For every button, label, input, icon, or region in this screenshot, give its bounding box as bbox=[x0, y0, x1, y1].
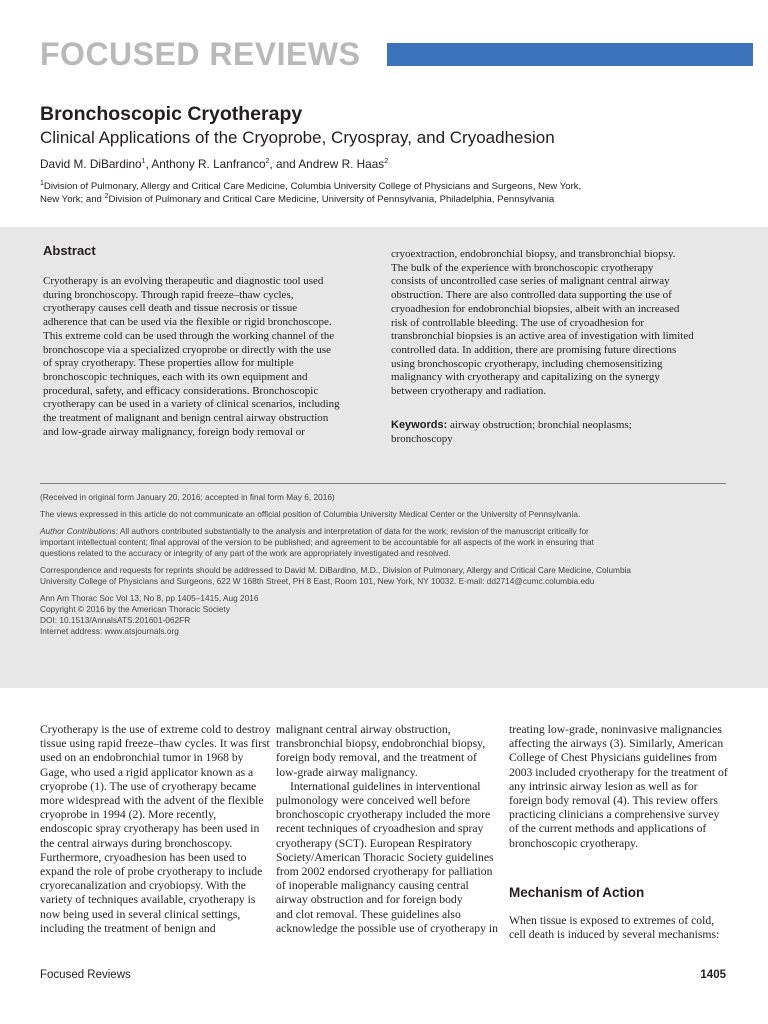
disclaimer-note: The views expressed in this article do not communicate an official position of Columbia University Medical Center or the University of Pennsylvania. bbox=[40, 509, 581, 519]
body-line: from 2002 endorsed cryotherapy for palliation bbox=[276, 865, 493, 879]
body-line: practicing clinicians a comprehensive survey bbox=[509, 808, 720, 822]
body-column-3 bbox=[509, 723, 729, 851]
abstract-line: risk of controllable bleeding. The use of cryoadhesion for bbox=[391, 316, 645, 329]
abstract-line: procedural, safety, and efficacy considerations. Bronchoscopic bbox=[43, 384, 319, 397]
body-line: acknowledge the possible use of cryotherapy in bbox=[276, 921, 498, 935]
body-line: low-grade airway malignancy. bbox=[276, 765, 418, 779]
divider bbox=[40, 483, 726, 484]
abstract-line: This extreme cold can be used through the working channel of the bbox=[43, 329, 335, 342]
affiliation-mark: 1 bbox=[40, 179, 44, 187]
abstract-line: and low-grade airway malignancy, foreign body removal or bbox=[43, 425, 305, 438]
body-line: International guidelines in interventional bbox=[290, 779, 481, 793]
section-heading: Mechanism of Action bbox=[509, 885, 645, 900]
body-line: foreign body removal, and the treatment of bbox=[276, 751, 477, 765]
body-line: When tissue is exposed to extremes of cold, bbox=[509, 914, 715, 927]
page-number: 1405 bbox=[700, 969, 726, 981]
abstract-line: bronchoscopic techniques, each with its own equipment and bbox=[43, 370, 308, 383]
footer-section-label: Focused Reviews bbox=[40, 969, 131, 981]
body-line: cryoprobe in 1994 (2). More recently, bbox=[40, 808, 217, 822]
affiliation-mark: 2 bbox=[104, 192, 109, 200]
abstract-line: Cryotherapy is an evolving therapeutic and diagnostic tool used bbox=[43, 275, 324, 287]
abstract-line: obstruction. There are also controlled data supporting the use of bbox=[391, 289, 672, 302]
doi-line: DOI: 10.1513/AnnalsATS.201601-062FR bbox=[40, 615, 191, 625]
section-label: FOCUSED REVIEWS bbox=[40, 36, 361, 72]
body-line: 2003 included cryotherapy for the treatment of bbox=[509, 765, 728, 779]
author-list bbox=[40, 156, 740, 172]
body-line: now being used in several clinical settings, bbox=[40, 907, 241, 921]
body-line: endoscopic spray cryotherapy has been used in bbox=[40, 822, 260, 836]
abstract-line: between cryotherapy and radiation. bbox=[391, 385, 547, 398]
body-line: bronchoscopic cryotherapy included the more bbox=[276, 808, 491, 822]
copyright-line: Copyright © 2016 by the American Thoracic Society bbox=[40, 604, 230, 614]
abstract-heading: Abstract bbox=[43, 243, 96, 258]
body-line: cryotherapy (SCT). European Respiratory bbox=[276, 836, 473, 850]
body-column-2 bbox=[276, 723, 496, 936]
keywords-text: airway obstruction; bronchial neoplasms; bbox=[450, 419, 632, 431]
body-column-1 bbox=[40, 723, 271, 936]
abstract-line: of spray cryotherapy. These properties allow for multiple bbox=[43, 357, 294, 370]
body-line: cryoprobe (1). The use of cryotherapy became bbox=[40, 779, 257, 793]
abstract-line: cryoextraction, endobronchial biopsy, and transbronchial biopsy. bbox=[391, 248, 676, 260]
article-subtitle: Clinical Applications of the Cryoprobe, Cryospray, and Cryoadhesion bbox=[40, 128, 555, 147]
abstract-line: consists of uncontrolled case series of malignant central airway bbox=[391, 275, 670, 288]
body-line: Society/American Thoracic Society guidelines bbox=[276, 850, 494, 864]
body-line: treating low-grade, noninvasive malignancies bbox=[509, 723, 722, 736]
author-affiliation-mark: 1 bbox=[141, 158, 146, 166]
header-accent-bar bbox=[387, 43, 753, 66]
body-line: cryorecanalization and cryobiopsy. With the bbox=[40, 879, 246, 893]
body-line: transbronchial biopsy, endobronchial biopsy, bbox=[276, 737, 486, 751]
abstract-line: bronchoscope via a specialized cryoprobe or directly with the use bbox=[43, 343, 332, 356]
keywords bbox=[391, 419, 731, 446]
body-line: including the treatment of benign and bbox=[40, 921, 216, 935]
abstract-line: transbronchial biopsies is an active area of investigation with limited bbox=[391, 330, 694, 343]
author-name: , and Andrew R. Haas bbox=[269, 157, 385, 171]
body-line: affecting the airways (3). Similarly, American bbox=[509, 737, 724, 751]
affiliation-text: Division of Pulmonary and Critical Care Medicine, University of Pennsylvania, Philadelphia, Pennsylvania bbox=[108, 193, 555, 205]
body-line: and clot removal. These guidelines also bbox=[276, 907, 461, 921]
abstract-line: cryotherapy causes cell death and tissue necrosis or tissue bbox=[43, 302, 298, 315]
abstract-line: cryotherapy can be used in a variety of clinical scenarios, including bbox=[43, 398, 340, 411]
contributions-text: All authors contributed substantially to the analysis and interpretation of data for the work; revision of the manuscript critically for bbox=[119, 526, 589, 536]
body-line: used on an endobronchial tumor in 1968 by bbox=[40, 751, 244, 765]
abstract-line: adherence that can be used via the flexible or rigid bronchoscope. bbox=[43, 316, 332, 329]
affiliation-line bbox=[40, 181, 720, 194]
contributions-text: questions related to the accuracy or integrity of any part of the work are appropriately investigated and resolved. bbox=[40, 548, 451, 558]
author-affiliation-mark: 2 bbox=[265, 158, 270, 166]
body-line: of the current methods and applications of bbox=[509, 822, 707, 836]
abstract-line: the treatment of malignant and benign central airway obstruction bbox=[43, 412, 329, 425]
correspondence-text: University College of Physicians and Surgeons, 622 W 168th Street, PH 8 East, Room 101, New York, NY 10032. E-mail: dd2714@cumc.columbia.edu bbox=[40, 576, 595, 586]
body-column-3-continued bbox=[509, 914, 734, 942]
affiliation-line bbox=[40, 194, 720, 207]
body-line: Gage, who used a rigid applicator known as a bbox=[40, 765, 254, 779]
body-line: foreign body removal (4). This review offers bbox=[509, 794, 718, 808]
body-line: variety of techniques available, cryotherapy is bbox=[40, 893, 256, 907]
correspondence-text: Correspondence and requests for reprints should be addressed to David M. DiBardino, M.D., Division of Pulmonary, Allergy and Critical Care Medicine, Columbia bbox=[40, 565, 632, 575]
article-notes bbox=[40, 492, 740, 637]
author-name: , Anthony R. Lanfranco bbox=[145, 157, 266, 171]
body-line: bronchoscopic cryotherapy. bbox=[509, 836, 639, 850]
keywords-text: bronchoscopy bbox=[391, 432, 453, 445]
affiliations bbox=[40, 181, 720, 206]
affiliation-text: Division of Pulmonary, Allergy and Critical Care Medicine, Columbia University College of Physicians and Surgeons, New York, bbox=[43, 181, 582, 192]
author-affiliation-mark: 2 bbox=[384, 158, 389, 166]
body-line: pulmonology were conceived well before bbox=[276, 794, 471, 808]
abstract-left-column bbox=[43, 275, 373, 439]
contributions-line bbox=[40, 526, 740, 537]
internet-address-line: Internet address: www.atsjournals.org bbox=[40, 626, 179, 636]
body-line: airway obstruction and for foreign body bbox=[276, 893, 463, 907]
body-line: Cryotherapy is the use of extreme cold to destroy bbox=[40, 723, 271, 736]
abstract-line: during bronchoscopy. Through rapid freeze–thaw cycles, bbox=[43, 288, 294, 301]
contributions-text: important intellectual content; final approval of the version to be published; and agreement to be accountable for all aspects of the work in ensuring that bbox=[40, 537, 594, 547]
citation-line: Ann Am Thorac Soc Vol 13, No 8, pp 1405–1415, Aug 2016 bbox=[40, 593, 259, 603]
abstract-line: cryoadhesion for endobronchial biopsies, albeit with an increased bbox=[391, 302, 680, 315]
abstract-line: controlled data. In addition, there are promising future directions bbox=[391, 343, 677, 356]
abstract-right-column bbox=[391, 248, 731, 399]
body-line: Furthermore, cryoadhesion has been used to bbox=[40, 850, 247, 864]
body-line: of inoperable malignancy causing central bbox=[276, 879, 469, 893]
body-line: College of Chest Physicians guidelines from bbox=[509, 751, 718, 765]
affiliation-text: New York; and bbox=[40, 193, 105, 205]
author-name: David M. DiBardino bbox=[40, 157, 142, 171]
keywords-label: Keywords: bbox=[391, 419, 448, 431]
body-line: tissue using rapid freeze–thaw cycles. It was first bbox=[40, 737, 270, 751]
received-note: (Received in original form January 20, 2016; accepted in final form May 6, 2016) bbox=[40, 492, 335, 502]
body-line: cell death is induced by several mechanisms: bbox=[509, 928, 720, 942]
contributions-label: Author Contributions: bbox=[40, 526, 118, 536]
body-line: the central airways during bronchoscopy. bbox=[40, 836, 233, 850]
body-line: expand the role of probe cryotherapy to include bbox=[40, 865, 263, 879]
abstract-line: malignancy with cryotherapy and capitalizing on the synergy bbox=[391, 371, 660, 384]
article-title: Bronchoscopic Cryotherapy bbox=[40, 103, 303, 125]
abstract-line: The bulk of the experience with bronchoscopic cryotherapy bbox=[391, 261, 654, 274]
keywords-line bbox=[391, 419, 731, 433]
body-line: more widespread with the advent of the flexible bbox=[40, 794, 264, 808]
body-line: any intrinsic airway lesion as well as for bbox=[509, 779, 698, 793]
body-line: malignant central airway obstruction, bbox=[276, 723, 451, 736]
body-line: recent techniques of cryoadhesion and spray bbox=[276, 822, 484, 836]
abstract-line: using bronchoscopic cryotherapy, including chemosensitizing bbox=[391, 357, 663, 370]
